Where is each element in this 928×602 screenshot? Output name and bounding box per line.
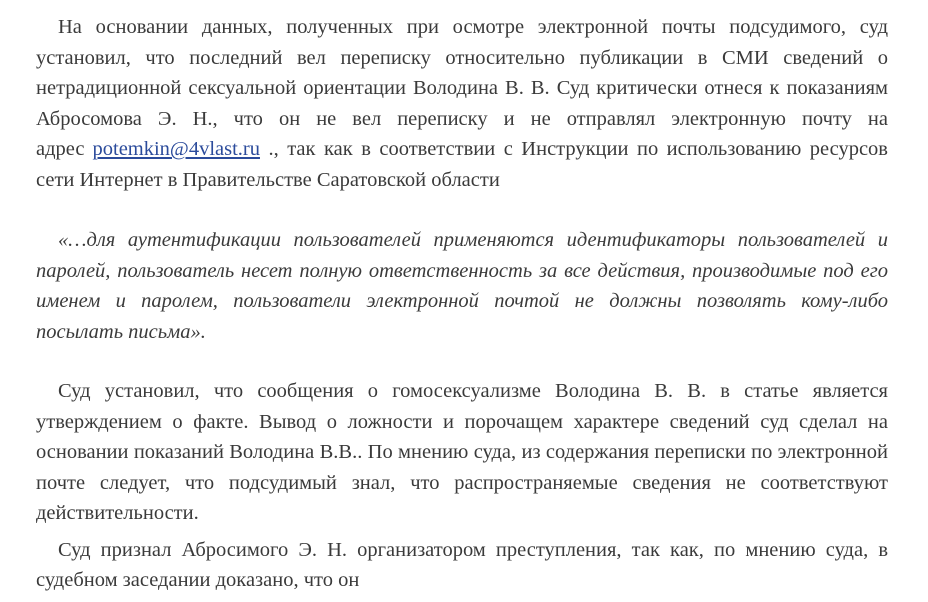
paragraph-email-evidence: [36, 12, 888, 195]
paragraph-court-finding: Суд установил, что сообщения о гомосексуализме Володина В. В. в статье является утверждением о факте. Вывод о ложности и порочащем характере сведений суд сделал на основании показаний Володина В.В.. По мнению суда, из содержания переписки по электронной почте следует, что подсудимый знал, что распространяемые сведения не соответствуют действительности.: [36, 380, 888, 524]
email-link[interactable]: potemkin@4vlast.ru: [92, 138, 260, 160]
paragraph-email-evidence-text: На основании данных, полученных при осмотре электронной почты подсудимого, суд установил, что последний вел переписку относительно публикации в СМИ сведений о нетрадиционной сексуальной ориентации Володина В. В. Суд критически отнеся к показаниям Абросомова Э. Н., что он не вел переписку и не отправлял электронную почту на адрес: [36, 16, 888, 160]
paragraph-email-evidence-tail: ., так как в соответствии с Инструкции по использованию ресурсов сети Интернет в Правительстве Саратовской области: [36, 138, 888, 191]
paragraph-organizer: Суд признал Абросимого Э. Н. организатором преступления, так как, по мнению суда, в судебном заседании доказано, что он: [36, 538, 888, 591]
instruction-quote: «…для аутентификации пользователей применяются идентификаторы пользователей и паролей, пользователь несет полную ответственность за все действия, производимые под его именем и паролем, пользователи электронной почтой не должны позволять кому-либо посылать письма».: [36, 229, 888, 343]
